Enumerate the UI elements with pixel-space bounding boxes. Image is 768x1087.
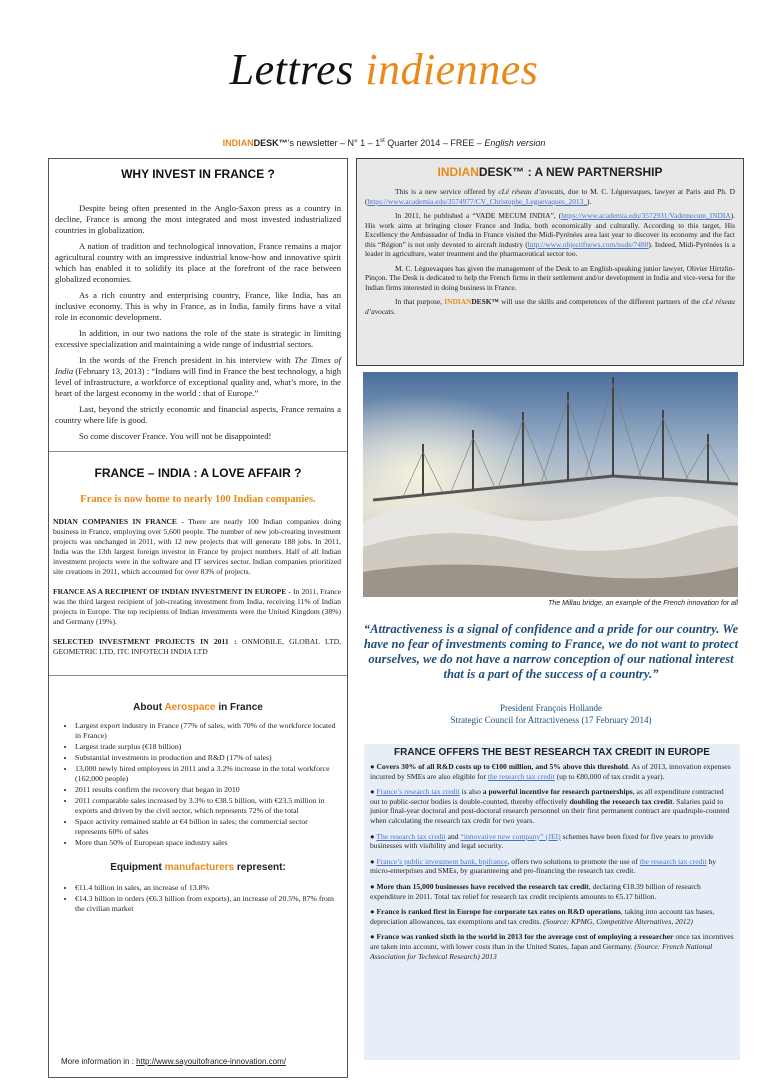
more-info-link[interactable]: http://www.sayouitofrance-innovation.com/ — [136, 1057, 286, 1066]
hollande-quote: “Attractiveness is a signal of confidence and a pride for our country. We have no fear of investments coming to France, we do not want to protect ourselves, we do not have a narrow conception of our national interest that is a part of the success of a country.” — [363, 622, 739, 681]
quote-author: President François Hollande — [500, 703, 602, 713]
research-tax-credit-link[interactable]: the research tax credit — [487, 771, 555, 781]
more-info-label: More information in : — [61, 1057, 137, 1066]
partnership-box — [356, 158, 744, 366]
partnership-p4-desk: DESK™ — [471, 297, 499, 306]
divider — [49, 451, 347, 452]
masthead-title-accent: indiennes — [365, 45, 539, 94]
list-item: • €14.3 billion in orders (€6.3 billion from exports), an increase of 20.5%, 87% from the civilian market — [75, 894, 339, 914]
tax-credit-body — [364, 758, 740, 961]
tax-bullet-3 — [370, 832, 734, 851]
partnership-p2a: In 2011, he published a “VADE MECUM INDIA”, ( — [395, 211, 562, 220]
list-item: • Largest trade surplus (€18 billion) — [75, 742, 339, 752]
aero-title-accent: Aerospace — [164, 702, 216, 713]
love-highlight: France is now home to nearly 100 Indian companies. — [80, 494, 316, 505]
subline-version: English version — [484, 138, 546, 148]
tax-credit-heading: FRANCE OFFERS THE BEST RESEARCH TAX CREDIT IN EUROPE — [394, 747, 710, 758]
love-p1-label: NDIAN COMPANIES IN FRANCE — [53, 517, 177, 526]
quote-attribution — [360, 702, 742, 726]
list-item: • 13,000 newly hired employees in 2011 and a 3.2% increase in the total workforce (162,000 people) — [75, 764, 339, 784]
why-closing: So come discover France. You will not be disappointed! — [79, 431, 272, 441]
research-tax-credit-link-2[interactable]: the research tax credit — [639, 856, 707, 866]
tax-b1-text: . As of 2013, innovation expenses incurred by SMEs are also eligible for — [370, 762, 731, 781]
partnership-p1a: This is a new service offered by — [395, 187, 499, 196]
love-p3-label: SELECTED INVESTMENT PROJECTS IN 2011 : — [53, 637, 237, 646]
tax-b7-text: once tax incentives are taken into account, with lower costs than in the United States, Japan and Germany. — [370, 932, 734, 951]
love-p1-text: - There are nearly 100 Indian companies doing business in France, employing over 5,600 people. The number of new job-creating investment projects was unchanged in 2011, with 12 new projects that will generate 188 jobs. In 2011, India was the 13th largest foreign investor in France by project numbers. Half of all Indian investment projects were in the software and IT services sector. Indian companies prioritized site creations in 2011, which accounted for over 83% of projects. — [53, 517, 341, 576]
list-item: • €11.4 billion in sales, an increase of 13.8% — [75, 883, 339, 893]
love-p3 — [53, 637, 341, 657]
more-info — [61, 1057, 341, 1066]
tax-b6-bold: ● France is ranked first in Europe for corporate tax rates on R&D operations — [370, 907, 621, 917]
love-p2-label: FRANCE AS A RECIPIENT OF INDIAN INVESTMENT IN EUROPE — [53, 587, 287, 596]
tax-b4-text: , offers two solutions to promote the use of — [507, 856, 640, 866]
partnership-p4c: cLé réseau d’avocats — [365, 297, 735, 316]
aero-title-post: in France — [215, 702, 263, 713]
partnership-p4 — [365, 297, 735, 316]
partnership-p4d: . — [393, 306, 396, 316]
brand-indian: INDIAN — [222, 138, 254, 148]
why-paragraph: In addition, in our two nations the role of the state is strategic in limiting excessive specialization and maintaining a wide range of industrial sectors. — [55, 328, 341, 349]
tax-b6-source: (Source: KPMG, Competitive Alternatives, 2012) — [543, 916, 693, 926]
aero-heading — [49, 702, 347, 713]
newsletter-subline — [0, 138, 768, 148]
subline-text2: Quarter 2014 – FREE – — [384, 138, 485, 148]
tax-credit-link[interactable]: The research tax credit — [376, 831, 446, 841]
tax-b7-source: (Source: French National Association for Technical Research) 2013 — [370, 941, 713, 961]
cv-link[interactable]: https://www.academia.edu/3574977/CV_Christophe_Leguevaques_2013_ — [367, 196, 588, 206]
list-item: • Substantial investments in production and R&D (17% of sales) — [75, 753, 339, 763]
partnership-p4a: In that purpose, — [395, 297, 445, 306]
love-p3-text: ONMOBILE, GLOBAL LTD, GEOMETRIC LTD, ITC INFOTECH INDIA LTD — [53, 637, 341, 656]
equip-post: represent: — [234, 862, 286, 873]
tax-b1-bold: ● Covers 30% of all R&D costs up to €100 million, and 5% above this threshold — [370, 762, 629, 771]
why-invest-body — [49, 181, 347, 442]
tax-bullet-2 — [370, 787, 734, 825]
list-item: • More than 50% of European space industry sales — [75, 838, 339, 848]
tax-b3-text: and — [445, 831, 461, 841]
why-paragraph: Despite being often presented in the Anglo-Saxon press as a country in decline, France is among the most integrated and most invested industrialized countries in globalization. — [55, 203, 341, 235]
equipment-list — [53, 883, 339, 914]
masthead-title — [0, 44, 768, 95]
list-item: • Space activity remained stable at €4 billion in sales; the commercial sector represents 60% of sales — [75, 817, 339, 837]
tax-b1-end: (up to €80,000 of tax credit a year). — [554, 771, 665, 781]
partnership-p4b: will use the skills and competences of the different partners of the — [498, 297, 703, 306]
bpifrance-link[interactable]: France’s public investment bank, bpifrance — [376, 856, 508, 866]
tax-b2-text3: . Salaries paid to junior final-year doctoral and post-doctoral research personnel on their first permanent contract are quadruple-counted when calculating the research tax credit for two years. — [370, 796, 730, 825]
tax-b2-bullet: ● — [370, 787, 377, 797]
tax-bullet-1 — [370, 762, 734, 781]
tax-b2-bold2: doubling the research tax credit — [569, 796, 673, 806]
why-invest-heading: WHY INVEST IN FRANCE ? — [121, 167, 275, 181]
love-p1 — [53, 517, 341, 577]
tax-b3-text2: schemes have been fixed for five years to provide businesses with visibility and legal security. — [370, 831, 714, 851]
partnership-p1d: ). — [587, 196, 592, 206]
tax-b4-bullet: ● — [370, 856, 377, 866]
bridge-illustration — [363, 372, 738, 597]
equip-accent: manufacturers — [164, 862, 235, 873]
partnership-p2c: ). Indeed, Midi-Pyrénées is a leader in agriculture, water treatment and the pharmaceutical sector too. — [365, 239, 735, 258]
why-quote-intro: In the words of the French president in his interview with — [79, 355, 295, 365]
tax-b2-text2: , as all expenditure contracted out to public-sector bodies is double-counted, thereby effectively — [370, 787, 724, 806]
why-paragraph: A nation of tradition and technological innovation, France remains a major agricultural country with an impressive industrial know-how and innovative spirit which has enabled it to solidify its place at the forefront of the race between globalized economies. — [55, 241, 341, 284]
tax-b2-bold: a powerful incentive for research partnerships — [482, 787, 633, 797]
tax-bullet-7 — [370, 932, 734, 961]
objectifnews-link[interactable]: http://www.objectifnews.com/node/7480 — [527, 239, 649, 249]
subline-sup: st — [380, 138, 385, 144]
equip-pre: Equipment — [110, 862, 165, 873]
tax-b2-text: is also — [459, 787, 483, 797]
aero-title-pre: About — [133, 702, 165, 713]
masthead-title-main: Lettres — [229, 45, 354, 94]
why-quote-rest: (February 13, 2013) : “Indians will find in France the best technology, a high level of infrastructure, a workforce of exceptional quality and, what’s more, in the heart of the largest economy in the world : that of Europe.” — [55, 366, 341, 398]
partnership-p2b: ). His work aims at bringing closer France and India, both economically and culturally. According to this target, His Excellency the Ambassador of India in France visited the Midi-Pyrénées area last year to discover its economy and the fact this “Région” is not only devoted to aircraft industry ( — [365, 211, 735, 249]
partnership-p1b: cLé réseau d’avocats — [498, 187, 564, 196]
partnership-p1 — [365, 187, 735, 206]
tax-b3-bullet: ● — [370, 831, 377, 841]
aero-list — [53, 721, 339, 848]
left-column — [48, 158, 348, 1078]
why-quote-source: The Times of India — [55, 355, 341, 376]
jei-link[interactable]: “innovative new company” (JEI) — [460, 831, 561, 841]
why-president-quote — [55, 355, 341, 399]
love-p2-text: - In 2011, France was the third largest recipient of job-creating investment from India, receiving 11% of Indian projects in Europe. The top recipients of Indian investments were the United Kingdom (38%) and Germany (19%). — [53, 587, 341, 626]
partnership-brand: INDIAN — [437, 165, 479, 179]
vademecum-link[interactable]: https://www.academia.edu/3572931/Vademecum_INDIA — [561, 211, 731, 220]
tax-b7-bold: ● France was ranked sixth in the world in 2013 for the average cost of employing a researcher — [370, 932, 674, 942]
equipment-heading — [49, 862, 347, 873]
list-item: • 2011 results confirm the recovery that began in 2010 — [75, 785, 339, 795]
why-last: Last, beyond the strictly economic and financial aspects, France remains a country where life is good. — [55, 404, 341, 425]
why-paragraph: As a rich country and enterprising country, France, like India, has an inclusive economy. This is why in France, as in India, family firms have a vital role in economic development. — [55, 290, 341, 322]
subline-text: ’s newsletter – N° 1 – 1 — [287, 138, 381, 148]
france-research-tax-credit-link[interactable]: France’s research tax credit — [376, 787, 460, 797]
love-affair-heading: FRANCE – INDIA : A LOVE AFFAIR ? — [94, 466, 302, 480]
millau-bridge-photo — [363, 372, 738, 597]
list-item: • 2011 comparable sales increased by 3.3% to €38.5 billion, with €23.5 million in exports and driven by the civil sector, which represents 72% of the total — [75, 796, 339, 816]
love-body — [49, 505, 347, 657]
tax-credit-box — [364, 744, 740, 1060]
partnership-heading — [357, 165, 743, 179]
partnership-title: DESK™ : A NEW PARTNERSHIP — [478, 165, 663, 179]
partnership-p2 — [365, 211, 735, 259]
tax-bullet-5 — [370, 882, 734, 901]
tax-bullet-6 — [370, 907, 734, 926]
tax-b5-bold: ● More than 15,000 businesses have received the research tax credit — [370, 881, 589, 891]
tax-b5-text: , declaring €18.39 billion of research expenditure in 2011. Total tax relief for research tax credit recipients amounts to €5.17 billion. — [370, 881, 701, 901]
love-p2 — [53, 587, 341, 627]
tax-b6-text: , taking into account tax bases, depreciation allowances, tax exemptions and tax credits. — [370, 907, 715, 926]
partnership-p4-brand: INDIAN — [444, 297, 472, 306]
brand-desk: DESK™ — [253, 138, 288, 148]
partnership-p1c: , due to M. C. Léguevaques, lawyer at Paris and Ph. D ( — [365, 187, 735, 206]
partnership-p3: M. C. Léguevaques has given the management of the Desk to an English-speaking junior lawyer, Olivier Hirtzlin-Pinçon. The Desk is dedicated to help the French firms in their settlement and/or development in India and vice-versa for the Indian firms interested in doing business in France. — [365, 263, 735, 292]
photo-caption: The Millau bridge, an example of the French innovation for all — [548, 600, 738, 607]
tax-b4-text2: by micro-enterprises and SMEs, by guaranteeing and pre-financing the research tax credit. — [370, 856, 717, 876]
partnership-body — [357, 179, 743, 316]
tax-bullet-4 — [370, 857, 734, 876]
list-item: • Largest export industry in France (77% of sales, with 70% of the workforce located in France) — [75, 721, 339, 741]
divider — [49, 675, 347, 676]
quote-source: Strategic Council for Attractiveness (17 February 2014) — [450, 715, 652, 725]
